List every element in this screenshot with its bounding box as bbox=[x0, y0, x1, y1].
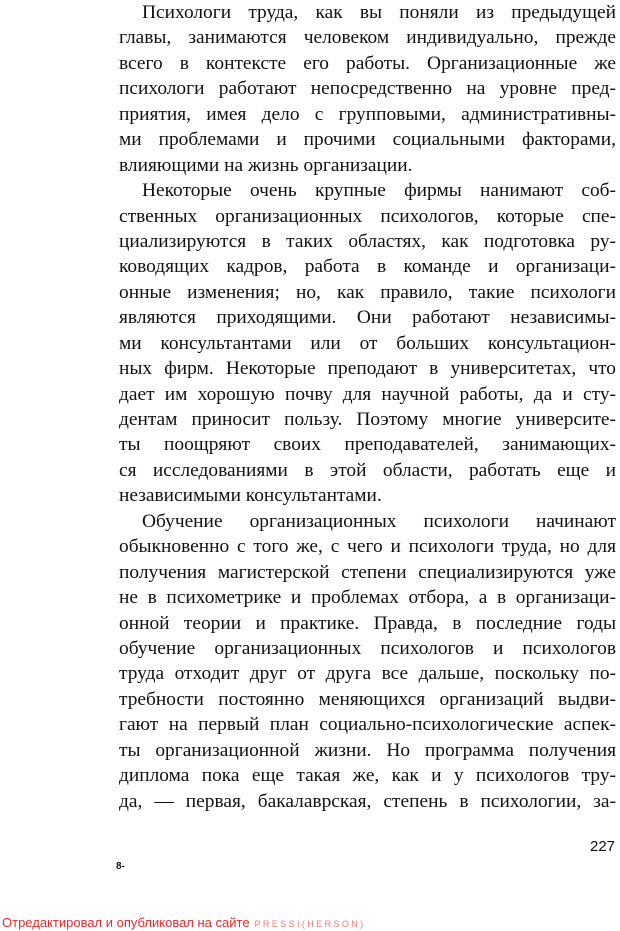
text-line: не в психометрике и проблемах отбора, а в организаци- bbox=[119, 587, 616, 609]
text-line: ты организационной жизни. Но программа получения bbox=[119, 739, 616, 761]
text-line: независимыми консультантами. bbox=[119, 485, 382, 507]
text-line: психологи работают непосредственно на уровне пред- bbox=[119, 78, 616, 100]
text-line: циализируются в таких областях, как подготовка ру- bbox=[119, 230, 616, 252]
text-line: всего в контексте его работы. Организационные же bbox=[119, 52, 616, 74]
text-line: ми проблемами и прочими социальными факторами, bbox=[119, 129, 616, 151]
text-line: Обучение организационных психологи начинают bbox=[142, 510, 616, 532]
signature-mark: 8- bbox=[116, 861, 125, 872]
text-line: обучение организационных психологов и психологов bbox=[119, 637, 616, 659]
text-line: Психологи труда, как вы поняли из предыдущей bbox=[142, 2, 616, 23]
text-line: ми консультантами или от больших консультацион- bbox=[119, 332, 616, 354]
text-line: приятия, имея дело с групповыми, административны- bbox=[119, 103, 616, 125]
text-line: онные изменения; но, как правило, такие психологи bbox=[119, 281, 616, 303]
text-line: ководящих кадров, работа в команде и организаци- bbox=[119, 256, 616, 278]
footer-text: Отредактировал и опубликовал на сайте bbox=[2, 915, 250, 930]
text-line: главы, занимаются человеком индивидуально, прежде bbox=[119, 27, 616, 49]
text-line: ся исследованиями в этой области, работать еще и bbox=[119, 459, 616, 481]
publisher-footer bbox=[2, 915, 366, 930]
text-line: ты поощряют своих преподавателей, занимающих- bbox=[119, 434, 616, 456]
text-line: да, — первая, бакалаврская, степень в психологии, за- bbox=[119, 790, 616, 812]
text-line: обыкновенно с того же, с чего и психологи труда, но для bbox=[119, 536, 616, 558]
text-line: гают на первый план социально-психологические аспек- bbox=[119, 714, 616, 736]
text-line: Некоторые очень крупные фирмы нанимают соб- bbox=[142, 180, 616, 202]
text-line: дентам приносит пользу. Поэтому многие университе- bbox=[119, 409, 616, 430]
text-line: ных фирм. Некоторые преподают в университетах, что bbox=[119, 358, 616, 380]
text-line: влияющими на жизнь организации. bbox=[119, 154, 413, 176]
text-line: требности постоянно меняющихся организаций выдви- bbox=[119, 688, 616, 710]
footer-site-link[interactable]: PRESSI(HERSON) bbox=[249, 919, 366, 929]
text-line: являются приходящими. Они работают независимы- bbox=[119, 307, 616, 329]
text-line: ственных организационных психологов, которые спе- bbox=[119, 205, 616, 227]
text-line: получения магистерской степени специализируются уже bbox=[119, 561, 616, 583]
text-line: труда отходит друг от друга все дальше, поскольку по- bbox=[119, 663, 616, 685]
text-line: онной теории и практике. Правда, в последние годы bbox=[119, 612, 616, 634]
text-line: диплома пока еще такая же, как и у психологов тру- bbox=[119, 765, 616, 787]
page-number: 227 bbox=[590, 838, 616, 855]
page-body bbox=[119, 0, 616, 814]
text-line: дает им хорошую почву для научной работы, да и сту- bbox=[119, 383, 616, 405]
